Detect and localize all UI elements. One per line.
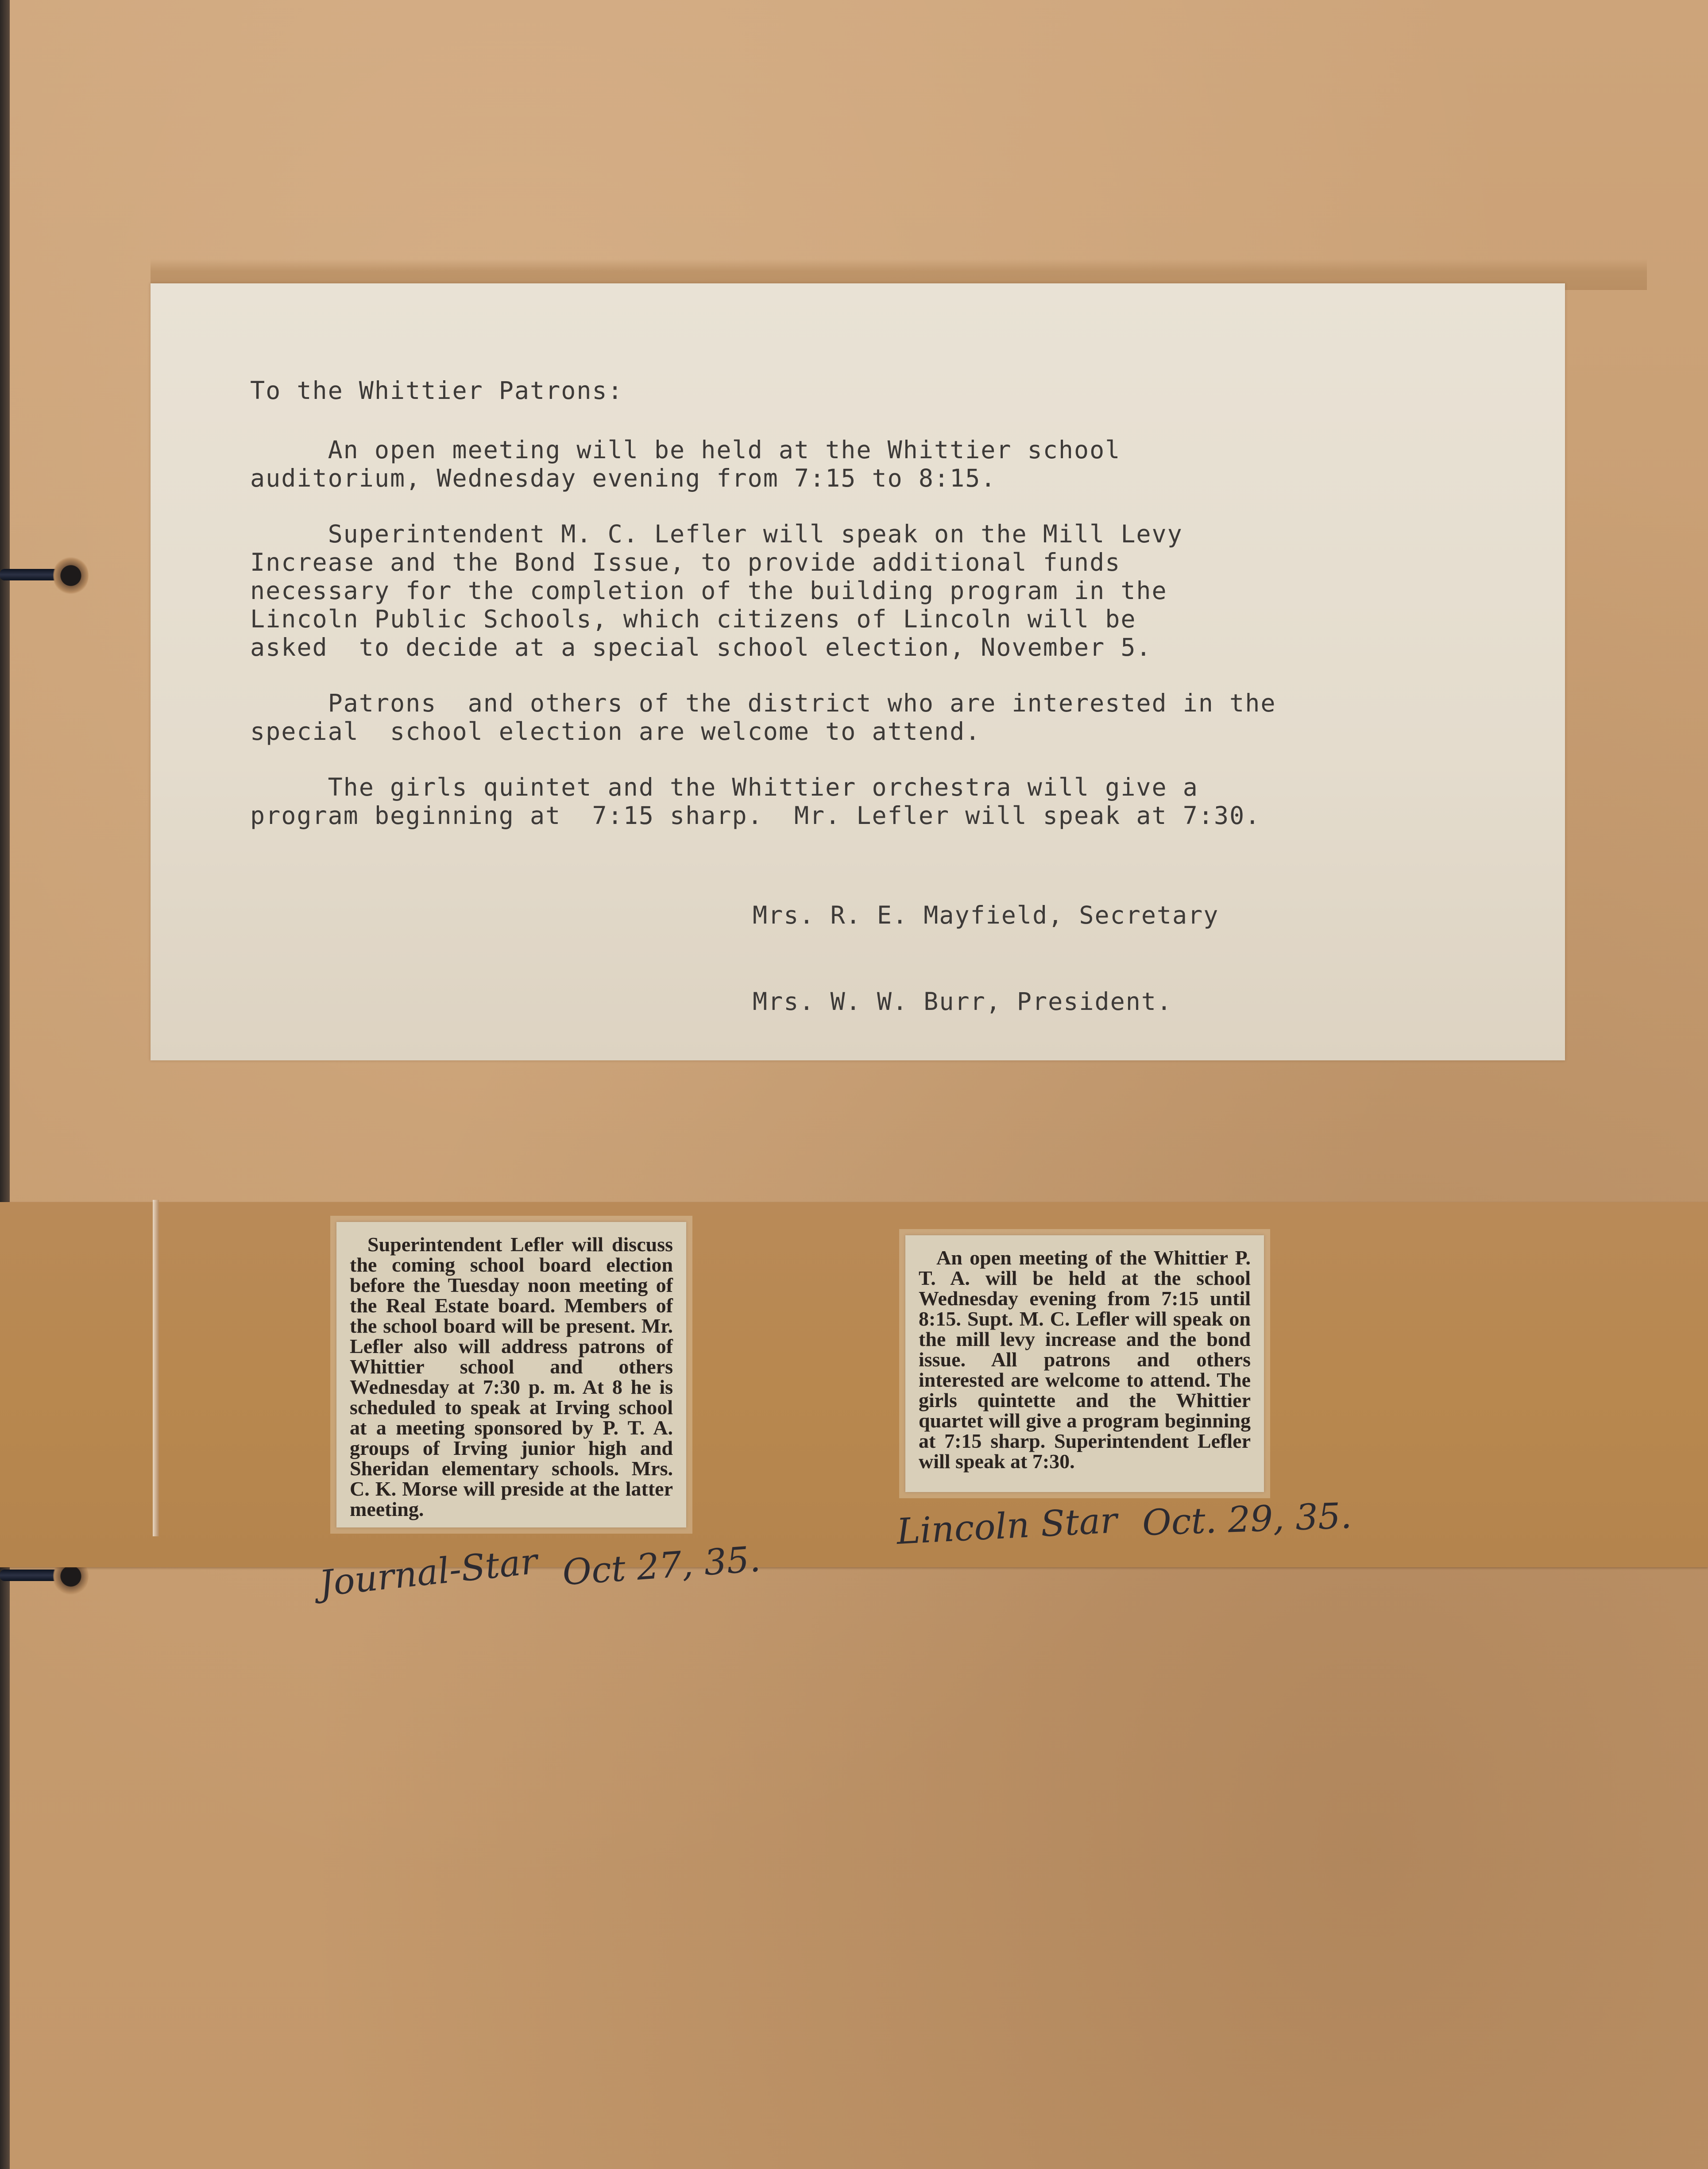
letter-paragraph: Patrons and others of the district who are interested in the special school election are welcome to attend. — [250, 689, 1276, 746]
clipping-mount-strip — [0, 1202, 1708, 1567]
clipping-text — [919, 1248, 1251, 1472]
clipping-text — [350, 1234, 673, 1519]
tape-edge — [153, 1200, 159, 1536]
signature-president: Mrs. W. W. Burr, President. — [753, 987, 1173, 1016]
signature-secretary: Mrs. R. E. Mayfield, Secretary — [753, 901, 1219, 929]
letter-body — [250, 376, 1534, 857]
handwritten-source-right: Lincoln Star — [895, 1500, 1118, 1552]
clipping-paragraph: An open meeting of the Whittier P. T. A. will be held at the school Wednesday evening from 7:15 until 8:15. Supt. M. C. Lefler will speak on the mill levy increase and the bond issue. All patrons and others interested are welcome to attend. The girls quintette and the Whittier quartet will give a program beginning at 7:15 sharp. Superintendent Lefler will speak at 7:30. — [919, 1246, 1251, 1473]
binding-hole-upper — [0, 556, 93, 587]
clipping-paragraph: Superintendent Lefler will discuss the coming school board election before the Tuesday noon meeting of the Real Estate board. Members of the school board will be present. Mr. Lefler also will address patrons of Whittier school and others Wednesday at 7:30 p. m. At 8 he is scheduled to speak at Irving school at a meeting sponsored by P. T. A. groups of Irving junior high and Sheridan elementary schools. Mrs. C. K. Morse will preside at the latter meeting. — [350, 1233, 673, 1520]
grommet — [53, 556, 89, 595]
letter-paragraph: An open meeting will be held at the Whittier school auditorium, Wednesday evening from 7:15 to 8:15. — [250, 436, 1121, 492]
typed-letter — [151, 283, 1565, 1060]
newspaper-clipping-right — [905, 1235, 1264, 1492]
handwritten-date-left: Oct 27, 35. — [561, 1538, 762, 1593]
handwritten-source-left: Journal-Star — [317, 1540, 540, 1605]
handwritten-date-right: Oct. 29, 35. — [1141, 1495, 1352, 1544]
letter-paragraph: Superintendent M. C. Lefler will speak on the Mill Levy Increase and the Bond Issue, to provide additional funds necessary for the completion of the building program in the Lincoln Public Schools, which citizens of Lincoln will be asked to decide at a special school election, November 5. — [250, 520, 1183, 661]
letter-paragraph: The girls quintet and the Whittier orchestra will give a program beginning at 7:15 sharp. Mr. Lefler will speak at 7:30. — [250, 773, 1261, 830]
binding-edge — [0, 0, 10, 2169]
letter-salutation: To the Whittier Patrons: — [250, 376, 623, 405]
newspaper-clipping-left — [336, 1222, 686, 1527]
